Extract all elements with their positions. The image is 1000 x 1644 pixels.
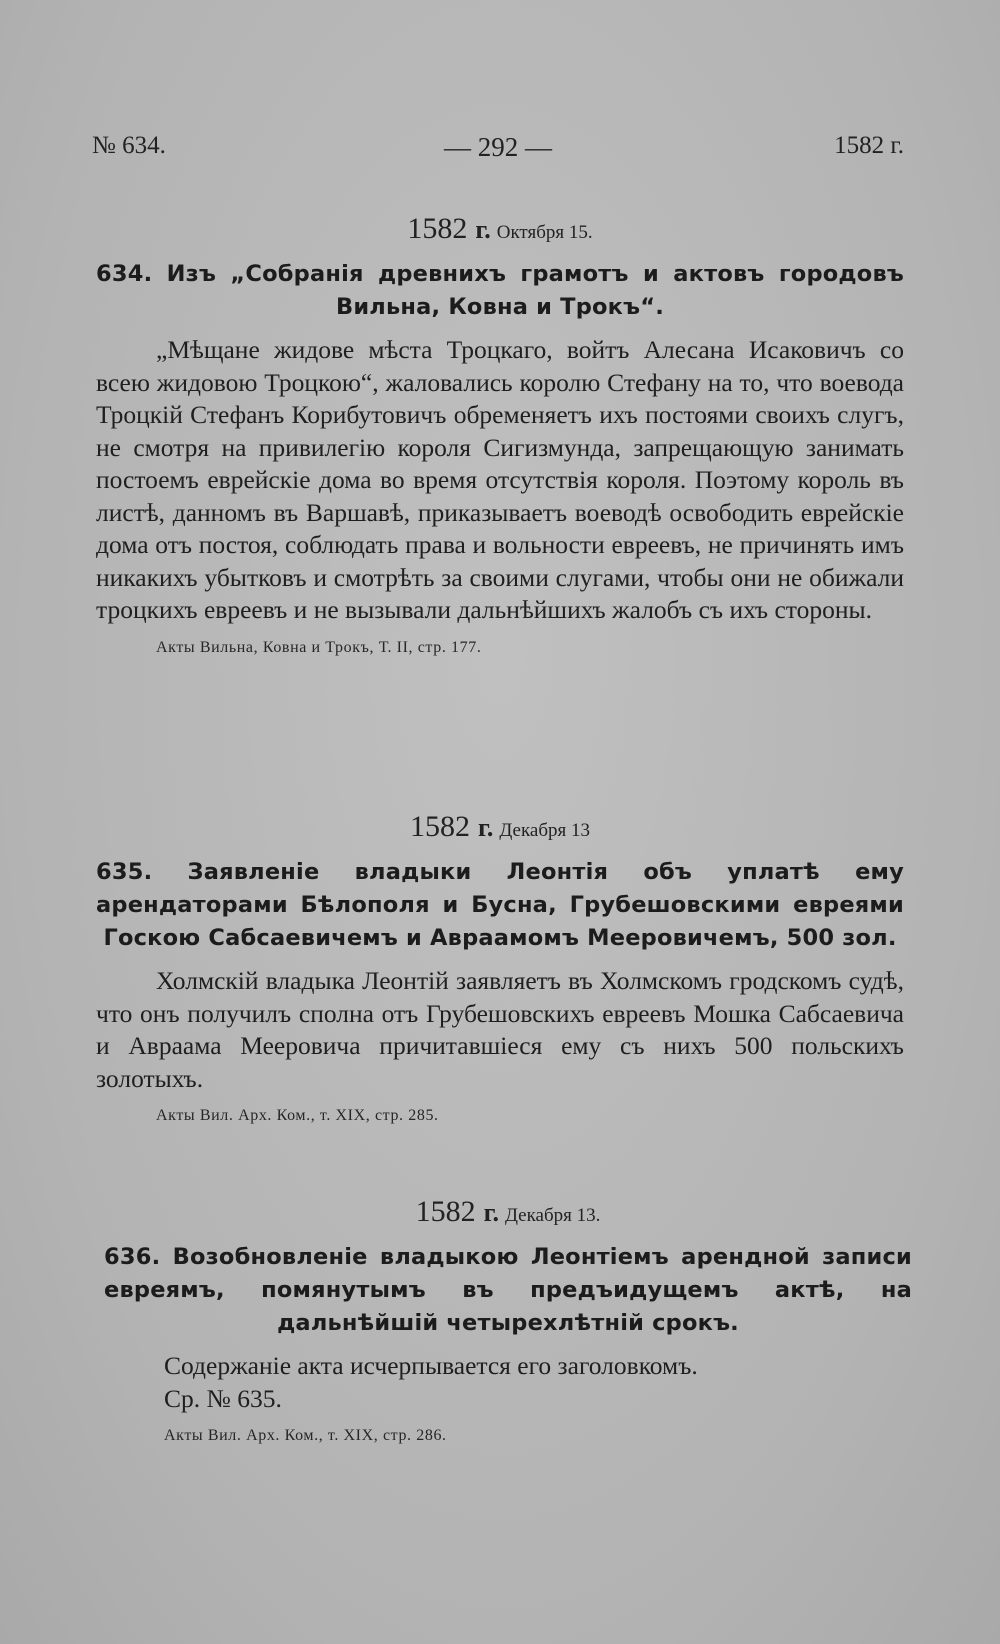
entry-number: 634. (96, 261, 153, 287)
page-header (92, 132, 904, 168)
entry-month-day: Декабря 13. (504, 1205, 601, 1226)
document-number: № 634. (92, 132, 166, 159)
entry-635 (96, 810, 904, 1125)
entry-title-text: Заявленіе владыки Леонтія объ уплатѣ ему арендаторами Бѣлополя и Бусна, Грубешовскими евреями Госкою Сабсаевичемъ и Авраамомъ Мееровичемъ, 500 зол. (96, 859, 904, 951)
entry-month-day: Октября 15. (496, 222, 593, 243)
entry-body (104, 1350, 912, 1415)
entry-title-text: Изъ „Собранія древнихъ грамотъ и актовъ городовъ Вильна, Ковна и Трокъ“. (166, 261, 904, 320)
year-abbrev: г. (483, 1198, 499, 1227)
entry-body-line: Содержаніе акта исчерпывается его заголовкомъ. (164, 1351, 698, 1380)
entry-title-text: Возобновленіе владыкою Леонтіемъ арендной записи евреямъ, помянутымъ въ предъидущемъ актѣ, на дальнѣйшій четырехлѣтній срокъ. (104, 1244, 912, 1336)
entry-date (104, 1195, 912, 1229)
entry-source: Акты Вил. Арх. Ком., т. XIX, стр. 285. (156, 1107, 439, 1124)
entry-source: Акты Вил. Арх. Ком., т. XIX, стр. 286. (164, 1427, 447, 1444)
entry-body: Холмскій владыка Леонтій заявляетъ въ Холмскомъ гродскомъ судѣ, что онъ получилъ сполна отъ Грубешовскихъ евреевъ Мошка Сабсаевича и Авраама Мееровича причитавшіеся ему съ нихъ 500 польскихъ золотыхъ. (96, 966, 904, 1093)
entry-year: 1582 (407, 212, 468, 245)
page-number: — 292 — (444, 132, 552, 162)
entry-number: 636. (104, 1244, 161, 1270)
entry-reference: Ср. № 635. (164, 1383, 282, 1413)
entry-title (96, 856, 904, 955)
entry-date (96, 810, 904, 844)
entry-number: 635. (96, 859, 153, 885)
entry-source: Акты Вильна, Ковна и Трокъ, Т. II, стр. 177. (156, 638, 482, 656)
entry-title (96, 258, 904, 324)
entry-year: 1582 (409, 810, 470, 843)
entry-636 (104, 1195, 912, 1445)
entry-month-day: Декабря 13 (499, 820, 591, 841)
entry-title (104, 1241, 912, 1340)
year-abbrev: г. (477, 813, 494, 842)
header-year: 1582 г. (834, 132, 904, 159)
entry-date (96, 212, 904, 246)
year-abbrev: г. (475, 215, 491, 244)
entry-body: „Мѣщане жидове мѣста Троцкаго, войтъ Алесана Исаковичъ со всею жидовою Троцкою“, жаловались королю Стефану на то, что воевода Троцкій Стефанъ Корибутовичъ обременяетъ ихъ постоями своихъ слугъ, не смотря на привилегію короля Сигизмунда, запрещающую занимать постоемъ еврейскіе дома во время отсутствія короля. Поэтому король въ листѣ, данномъ въ Варшавѣ, приказываетъ воеводѣ освободить еврейскіе дома отъ постоя, соблюдать права и вольности евреевъ, не причинять имъ никакихъ убытковъ и смотрѣть за своими слугами, чтобы они не обижали троцкихъ евреевъ и не вызывали дальнѣйшихъ жалобъ съ ихъ стороны. (96, 335, 904, 624)
entry-634 (96, 212, 904, 657)
entry-year: 1582 (415, 1195, 476, 1228)
